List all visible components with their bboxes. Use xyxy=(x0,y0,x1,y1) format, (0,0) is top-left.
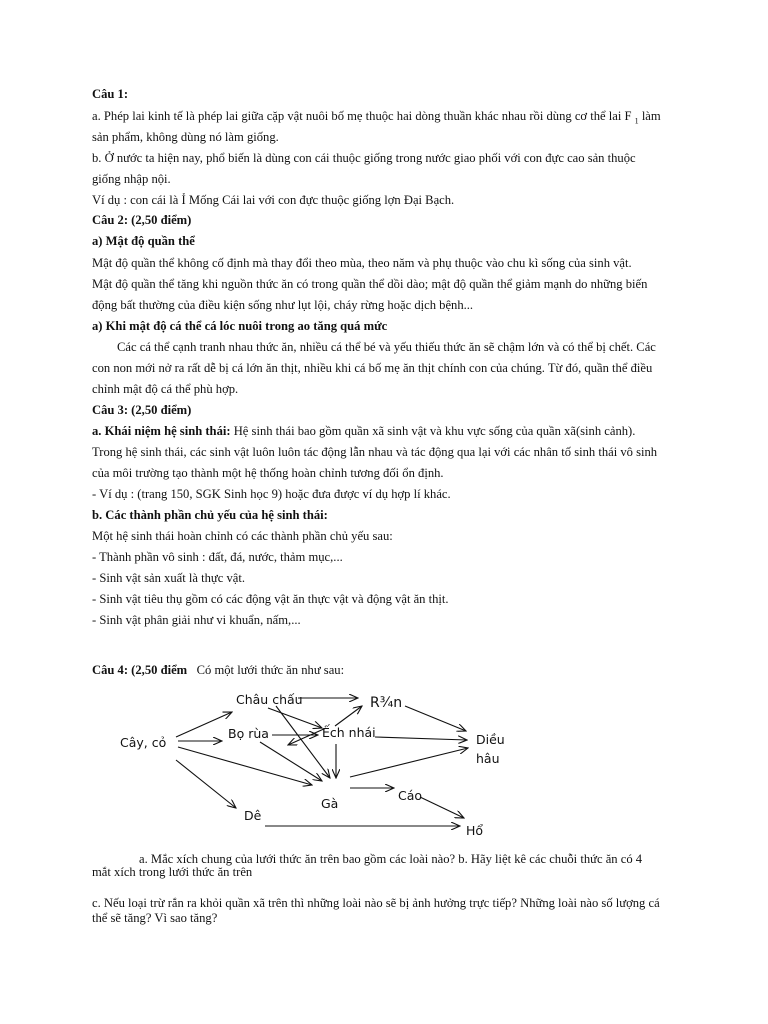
node-dieu-hau-line1: Diều xyxy=(476,732,505,747)
arrow-caytco-chauchau xyxy=(176,712,232,737)
cau2-a-paragraph2-line1: Mật độ quần thể tăng khi nguồn thức ăn có trong quần thể dồi dào; mật độ quần thể giảm mạnh do những biến xyxy=(92,277,648,291)
cau4-question-c-line2: thể sẽ tăng? Vì sao tăng? xyxy=(92,911,218,925)
cau3-a-label: a. Khái niệm hệ sinh thái: xyxy=(92,424,231,438)
cau2-a-heading: a) Mật độ quần thể xyxy=(92,234,195,248)
cau3-b-item: - Sinh vật sản xuất là thực vật. xyxy=(92,571,246,585)
arrow-chauchau-ga xyxy=(276,706,330,778)
cau2-b-line3: chỉnh mật độ cá thể phù hợp. xyxy=(92,382,239,396)
arrow-caytco-ga xyxy=(178,747,312,785)
node-ho: Hổ xyxy=(466,823,484,838)
cau1-example: Ví dụ : con cái là Ỉ Mống Cái lai với con đực thuộc giống lợn Đại Bạch. xyxy=(92,193,455,207)
arrow-ran-dieuhau xyxy=(405,706,466,731)
arrow-echnhai-ran xyxy=(335,706,362,726)
node-ran: R¾n xyxy=(370,695,403,711)
node-cao: Cáo xyxy=(398,788,423,803)
arrow-caytco-de xyxy=(176,760,236,808)
arrow-echnhai-chauchau xyxy=(288,728,326,745)
cau3-a-definition: Hệ sinh thái bao gồm quần xã sinh vật và khu vực sống của quần xã(sinh cảnh). xyxy=(230,424,636,438)
cau3-a-line2: Trong hệ sinh thái, các sinh vật luôn luôn tác động lẫn nhau và tác động qua lại với các nhân tố sinh thái vô sinh xyxy=(92,445,658,459)
node-cay-co: Cây, cỏ xyxy=(120,735,167,750)
arrow-chauchau-echnhai xyxy=(268,708,322,728)
cau1-a-subscript: 1 xyxy=(634,116,639,126)
cau1-heading: Câu 1: xyxy=(92,87,129,101)
arrow-cao-ho xyxy=(420,797,464,818)
cau4-heading: Câu 4: (2,50 điểm xyxy=(92,663,188,677)
node-bo-rua: Bọ rùa xyxy=(228,726,269,741)
cau1-b-line1: b. Ở nước ta hiện nay, phổ biến là dùng con cái thuộc giống trong nước giao phối với con đực cao sản thuộc xyxy=(92,151,636,165)
cau2-b-line1: Các cá thể cạnh tranh nhau thức ăn, nhiều cá thể bé và yếu thiếu thức ăn sẽ chậm lớn và có thể bị chết. Các xyxy=(117,340,656,354)
node-ga: Gà xyxy=(321,796,339,811)
arrow-echnhai-dieuhau xyxy=(375,737,467,740)
node-ech-nhai: Ếch nhái xyxy=(322,725,376,740)
cau2-heading: Câu 2: (2,50 điểm) xyxy=(92,213,192,227)
cau3-b-heading: b. Các thành phần chủ yếu của hệ sinh thái: xyxy=(92,508,328,522)
cau3-a-line3: của môi trường tạo thành một hệ thống hoàn chỉnh tương đối ổn định. xyxy=(92,466,444,480)
cau2-a-paragraph1: Mật độ quần thể không cố định mà thay đổi theo mùa, theo năm và phụ thuộc vào chu kì sống của sinh vật. xyxy=(92,256,632,270)
cau1-b-line2: giống nhập nội. xyxy=(92,172,171,186)
cau3-b-intro: Một hệ sinh thái hoàn chỉnh có các thành phần chủ yếu sau: xyxy=(92,529,393,543)
cau3-b-item: - Sinh vật tiêu thụ gồm có các động vật ăn thực vật và động vật ăn thịt. xyxy=(92,592,449,606)
cau2-a-paragraph2-line2: động bất thường của điều kiện sống như lụt lội, cháy rừng hoặc dịch bệnh... xyxy=(92,298,474,312)
cau4-question-ab-line1: a. Mắc xích chung của lưới thức ăn trên bao gồm các loài nào? b. Hãy liệt kê các chuỗi thức ăn có 4 xyxy=(139,852,643,866)
node-dieu-hau-line2: hâu xyxy=(476,751,500,766)
cau2-b-line2: con non mới nở ra rất dễ bị cá lớn ăn thịt, nhiều khi cá bố mẹ ăn thịt chính con của chúng. Từ đó, quần thể điều xyxy=(92,361,653,375)
cau4-question-ab-line2: mắt xích trong lưới thức ăn trên xyxy=(92,865,253,879)
cau3-b-item: - Thành phần vô sinh : đất, đá, nước, thảm mục,... xyxy=(92,550,343,564)
cau4-intro: Có một lưới thức ăn như sau: xyxy=(196,663,345,677)
cau3-b-item: - Sinh vật phân giải như vi khuẩn, nấm,... xyxy=(92,613,301,627)
cau1-a-line2: sản phẩm, không dùng nó làm giống. xyxy=(92,130,279,144)
node-chau-chau: Châu chấu xyxy=(236,692,303,707)
cau3-a-example: - Ví dụ : (trang 150, SGK Sinh học 9) hoặc đưa được ví dụ hợp lí khác. xyxy=(92,487,451,501)
cau1-a-text: a. Phép lai kinh tế là phép lai giữa cặp vật nuôi bố mẹ thuộc hai dòng thuần khác nhau rồi dùng cơ thể lai F xyxy=(92,109,632,123)
cau2-b-heading: a) Khi mật độ cá thể cá lóc nuôi trong ao tăng quá mức xyxy=(92,319,388,333)
cau4-question-c-line1: c. Nếu loại trừ rắn ra khỏi quần xã trên thì những loài nào sẽ bị ảnh hưởng trực tiếp? Những loài nào số lượng cá xyxy=(92,896,660,910)
arrow-borua-ga xyxy=(260,742,322,781)
cau3-heading: Câu 3: (2,50 điểm) xyxy=(92,403,192,417)
arrow-ga-dieuhau xyxy=(350,748,468,777)
cau1-a-text-end: làm xyxy=(641,109,661,123)
node-de: Dê xyxy=(244,808,262,823)
